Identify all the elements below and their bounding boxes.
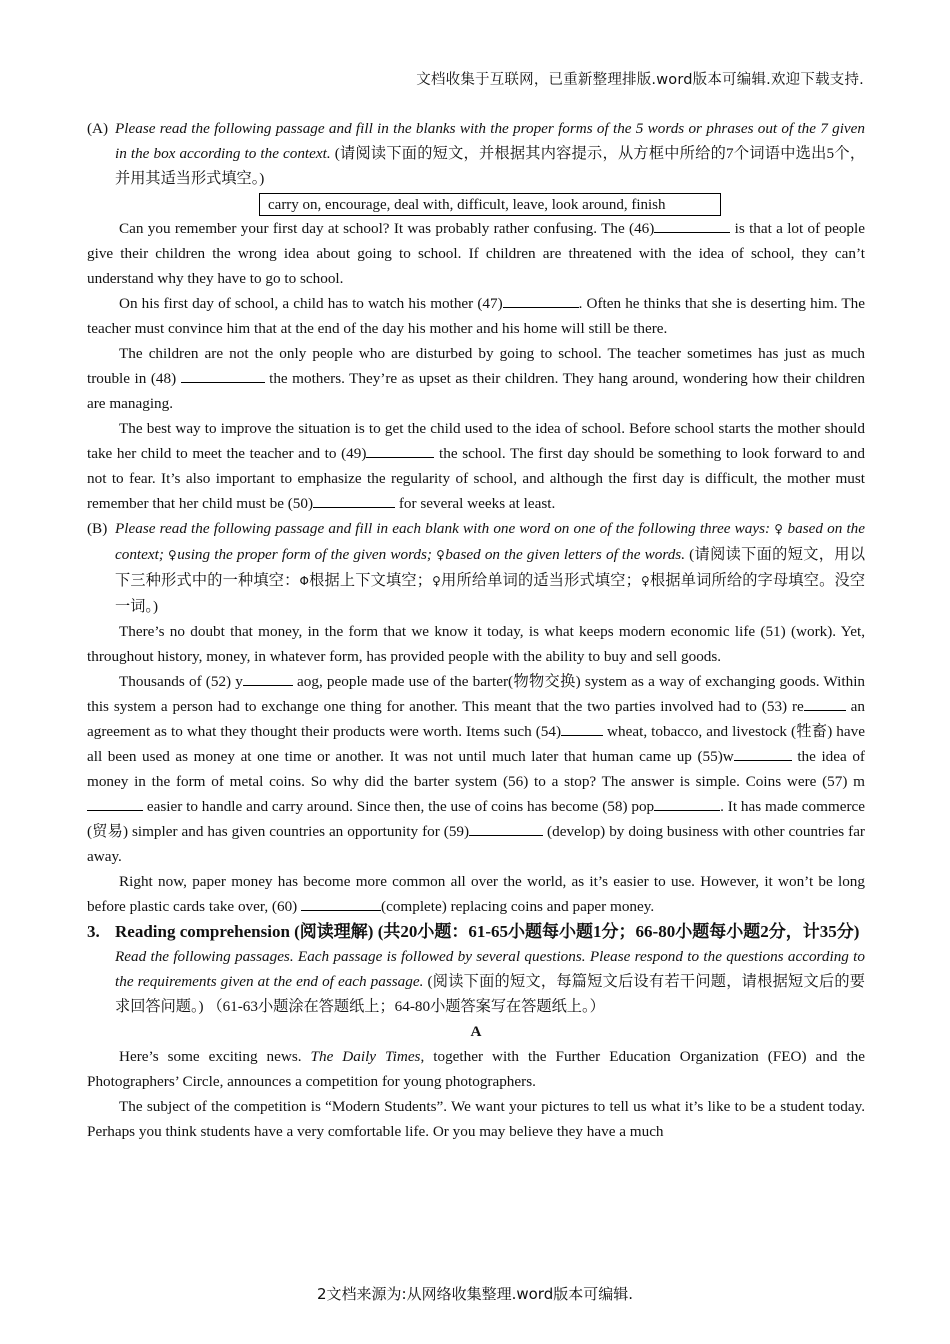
text-run: Thousands of (52) y [119,673,243,690]
text-run: The subject of the competition is “Modern Students”. We want your pictures to tell us what it’s like to be a student today. Perhaps you think students have a very comfortable life. Or you may believe they have a much [87,1098,865,1140]
text-run: The best way to improve the situation is to get the child used to the idea of school. Before school starts the mother should take her child to meet the teacher and to (49) [87,420,865,462]
section-title: Reading comprehension (阅读理解) (共20小题：61-65小题每小题1分；66-80小题每小题2分，计35分) [115,922,860,941]
text-run: Here’s some exciting news. [119,1048,311,1065]
blank-48[interactable] [181,368,265,383]
text-run: (complete) replacing coins and paper money. [381,898,655,915]
text-run: Right now, paper money has become more common all over the world, as it’s easier to use. However, it won’t be long before plastic cards take over, (60) [87,873,865,915]
text-run: Please read the following passage and fill in each blank with one word on one of the following three ways: [115,520,775,537]
bullet-glyph-icon: ♀ [640,574,650,588]
part-a-paragraph-2 [87,291,865,341]
blank-59[interactable] [469,821,543,836]
text-run: for several weeks at least. [395,495,556,512]
part-a-paragraph-3 [87,341,865,416]
blank-52[interactable] [243,671,293,686]
section-number: 3. [87,922,100,941]
text-run: based on the context; [115,520,866,563]
text-run: wheat, tobacco, and livestock (牲畜) have all been used as money at one time or another. It was not until much later that human came up (55)w [87,723,865,765]
text-run: the school. The first day should be something to look forward to and not to fear. It’s also important to emphasize the regularity of school, and although the first day is difficult, the mother must remember that her child must be (50) [87,445,865,512]
bullet-glyph-icon: ♀ [436,548,446,562]
document-body [87,116,865,1144]
blank-60[interactable] [301,896,381,911]
text-run: Read the following passages. Each passage is followed by several questions. Please respond to the questions according to the requirements given at the end of each passage. [115,948,865,990]
text-run: the idea of money in the form of metal coins. So why did the barter system (56) to a stop? The answer is simple. Coins were (57) m [87,748,865,790]
footer-note: 2文档来源为:从网络收集整理.word版本可编辑. [316,1285,633,1303]
bullet-glyph-icon: Φ [299,574,309,588]
blank-53[interactable] [804,696,846,711]
section-3-instruction [87,944,865,1019]
passage-a-paragraph-2 [87,1094,865,1144]
blank-54[interactable] [561,721,603,736]
text-run: easier to handle and carry around. Since then, the use of coins has become (58) pop [143,798,655,815]
text-run: . It has made commerce (贸易) simpler and has given countries an opportunity for (59) [87,798,866,840]
blank-58[interactable] [654,796,720,811]
text-run: The Daily Times [310,1048,421,1065]
part-b-label: (B) [87,520,108,537]
part-b-instruction [87,516,865,619]
text-run: There’s no doubt that money, in the form that we know it today, is what keeps modern economic life (51) [119,623,791,640]
part-a-label: (A) [87,120,109,137]
blank-57[interactable] [87,796,143,811]
text-run: Can you remember your first day at school? It was probably rather confusing. The (46) [119,220,655,237]
text-run: the mothers. They’re as upset as their children. They hang around, wondering how their children are managing. [87,370,865,412]
header-note: 文档收集于互联网，已重新整理排版.word版本可编辑.欢迎下载支持. [416,72,864,88]
text-run: is that a lot of people give their children the wrong idea about going to school. If children are threatened with the idea of school, they can’t understand why they have to go to school. [87,220,865,287]
passage-a-paragraph-1 [87,1044,865,1094]
text-run: On his first day of school, a child has to watch his mother (47) [119,295,503,312]
text-run: (develop) by doing business with other countries far away. [87,823,865,865]
part-a-instruction [87,116,865,191]
text-run: (请阅读下面的短文，用以下三种形式中的一种填空： [115,546,866,589]
text-run: . Often he thinks that she is deserting him. The teacher must convince him that at the end of the day his mother and his home will still be there. [87,295,865,337]
text-run: The children are not the only people who are disturbed by going to school. The teacher sometimes has just as much trouble in (48) [87,345,865,387]
blank-55[interactable] [734,746,792,761]
text-run: , together with the Further Education Organization (FEO) and the Photographers’ Circle, announces a competition for young photographers. [87,1048,865,1090]
blank-46[interactable] [654,218,730,233]
part-a-paragraph-1 [87,216,865,291]
blank-50[interactable] [313,493,395,508]
section-3-heading [87,919,865,944]
blank-49[interactable] [366,443,434,458]
text-run: aog, people made use of the barter(物物交换) system as a way of exchanging goods. Within this system a person had to exchange one thing for another. This meant that the two parties involved had to (53) re [87,673,866,715]
blank-47[interactable] [503,293,579,308]
text-run: using the proper form of the given words; [177,546,437,563]
part-b-paragraph-2 [87,669,865,869]
text-run: an agreement as to what they thought their products were worth. Items such (54) [87,698,865,740]
text-run: 根据单词所给的字母填空。没空一词。) [115,572,866,615]
text-run: based on the given letters of the words. [445,546,685,563]
part-a-instruction-en: Please read the following passage and fill in the blanks with the proper forms of the 5 words or phrases out of the 7 given in the box according to the context. [115,120,865,162]
part-b-paragraph-1 [87,619,865,669]
text-run: (阅读下面的短文，每篇短文后设有若干问题，请根据短文后的要求回答问题。) （61-63小题涂在答题纸上；64-80小题答案写在答题纸上。） [115,973,865,1015]
bullet-glyph-icon: ♀ [431,574,442,588]
text-run: 用所给单词的适当形式填空； [441,572,641,589]
part-a-instruction-cn: (请阅读下面的短文，并根据其内容提示，从方框中所给的7个词语中选出5个，并用其适当形式填空。) [115,145,866,187]
bullet-glyph-icon: ♀ [168,548,178,562]
text-run: 根据上下文填空； [308,572,432,589]
passage-label: A [470,1023,482,1040]
word-box: carry on, encourage, deal with, difficult, leave, look around, finish [259,193,721,216]
bullet-glyph-icon: ♀ [774,522,784,536]
text-run: (work). Yet, throughout history, money, in whatever form, has provided people with the ability to buy and sell goods. [87,623,866,665]
part-b-paragraph-3 [87,869,865,919]
part-a-paragraph-4 [87,416,865,516]
